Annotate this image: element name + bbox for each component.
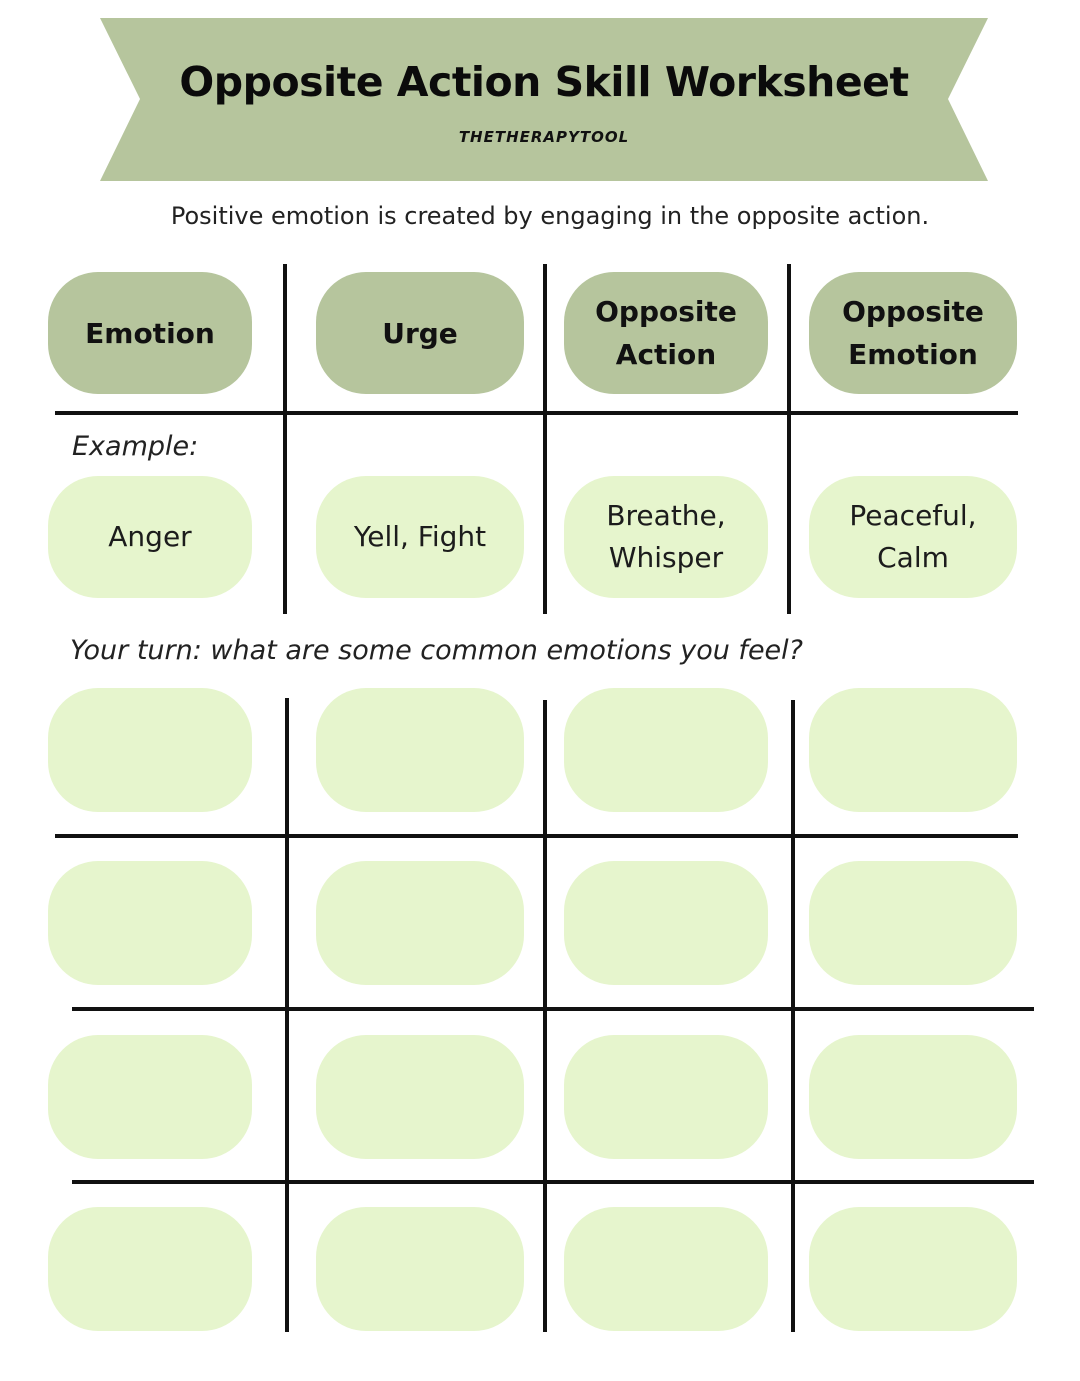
grid-divider-vertical bbox=[285, 698, 289, 1332]
entry-row-4-emotion-field[interactable] bbox=[48, 1207, 252, 1331]
entry-row-2-opposite-action-field[interactable] bbox=[564, 861, 768, 985]
entry-row-2-emotion-field[interactable] bbox=[48, 861, 252, 985]
entry-row-4-urge-field[interactable] bbox=[316, 1207, 524, 1331]
entry-row-2-opposite-emotion-field[interactable] bbox=[809, 861, 1017, 985]
grid-divider-horizontal bbox=[72, 1180, 1034, 1184]
column-header-emotion: Emotion bbox=[48, 272, 252, 394]
grid-divider-horizontal bbox=[72, 1007, 1034, 1011]
entry-row-3-urge-field[interactable] bbox=[316, 1035, 524, 1159]
entry-row-4-opposite-action-field[interactable] bbox=[564, 1207, 768, 1331]
brand-name: THETHERAPYTOOL bbox=[458, 128, 630, 146]
grid-divider-vertical bbox=[791, 700, 795, 1332]
column-header-opposite-emotion: Opposite Emotion bbox=[809, 272, 1017, 394]
page-title: Opposite Action Skill Worksheet bbox=[179, 58, 909, 106]
grid-divider-vertical bbox=[283, 264, 287, 614]
entry-row-1-urge-field[interactable] bbox=[316, 688, 524, 812]
intro-text: Positive emotion is created by engaging in the opposite action. bbox=[170, 202, 930, 230]
grid-divider-vertical bbox=[543, 264, 547, 614]
column-header-urge: Urge bbox=[316, 272, 524, 394]
grid-divider-horizontal bbox=[55, 411, 1018, 415]
grid-divider-horizontal bbox=[55, 834, 1018, 838]
entry-row-3-opposite-action-field[interactable] bbox=[564, 1035, 768, 1159]
entry-row-4-opposite-emotion-field[interactable] bbox=[809, 1207, 1017, 1331]
example-opposite-emotion-cell: Peaceful, Calm bbox=[809, 476, 1017, 598]
entry-row-1-opposite-action-field[interactable] bbox=[564, 688, 768, 812]
your-turn-prompt: Your turn: what are some common emotions you feel? bbox=[70, 635, 803, 666]
entry-row-3-opposite-emotion-field[interactable] bbox=[809, 1035, 1017, 1159]
example-urge-cell: Yell, Fight bbox=[316, 476, 524, 598]
grid-divider-vertical bbox=[543, 700, 547, 1332]
example-label: Example: bbox=[72, 431, 199, 462]
example-emotion-cell: Anger bbox=[48, 476, 252, 598]
entry-row-2-urge-field[interactable] bbox=[316, 861, 524, 985]
entry-row-1-emotion-field[interactable] bbox=[48, 688, 252, 812]
example-opposite-action-cell: Breathe, Whisper bbox=[564, 476, 768, 598]
entry-row-1-opposite-emotion-field[interactable] bbox=[809, 688, 1017, 812]
grid-divider-vertical bbox=[787, 264, 791, 614]
title-banner bbox=[100, 18, 988, 181]
entry-row-3-emotion-field[interactable] bbox=[48, 1035, 252, 1159]
column-header-opposite-action: Opposite Action bbox=[564, 272, 768, 394]
